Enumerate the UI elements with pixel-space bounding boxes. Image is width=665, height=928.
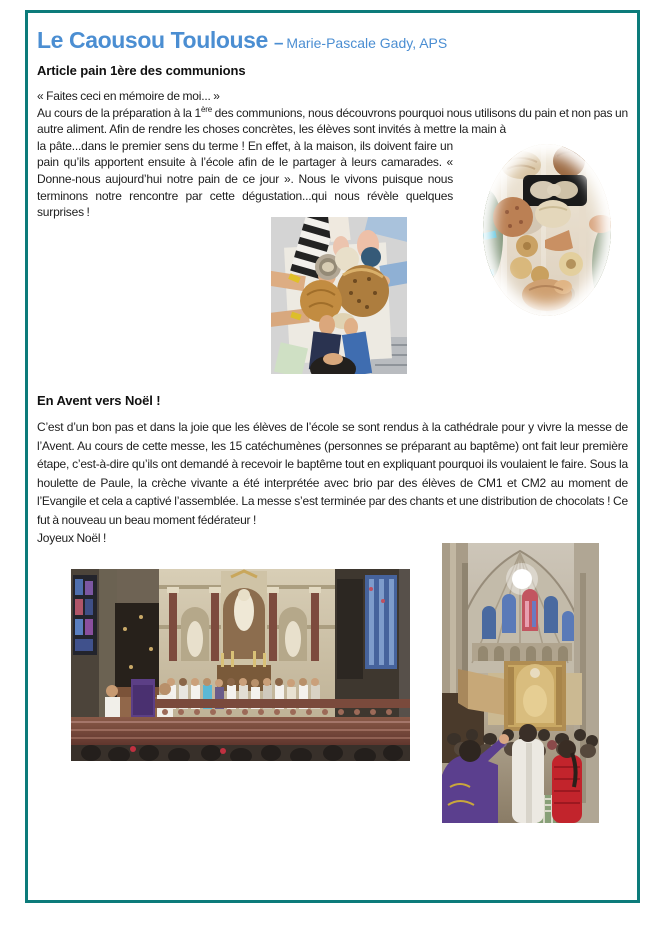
page-header bbox=[37, 27, 447, 54]
article1-body-rest: des communions, nous découvrons pourquoi nous utilisons du pain et non pas un autre aliment. Afin de rendre les choses concrètes, les élèves sont invités à mettre la main à la pâte...dans le premier sens du terme ! En effet, à la maison, ils doivent faire un pain qu’ils apportent ensuite à l’école afin de le partager à leurs camarades. « Donne-nous aujourd’hui notre pain de ce jour ». Nous le vivons puisque nous terminons notre rencontre par cette dégustation...qui nous révèle quelques surprises ! bbox=[37, 105, 628, 220]
breads-oval-photo bbox=[483, 144, 611, 316]
article1-paragraph bbox=[37, 88, 628, 221]
page-border-frame bbox=[25, 10, 640, 903]
title-separator: – bbox=[273, 33, 284, 52]
hands-bread-photo bbox=[271, 217, 407, 374]
article1-body-start: Au cours de la préparation à la 1 bbox=[37, 105, 201, 120]
cathedral-altar-illustration bbox=[71, 569, 410, 761]
breads-photo-illustration bbox=[483, 144, 611, 316]
article2-paragraph: C’est d’un bon pas et dans la joie que les élèves de l’école se sont rendus à la cathédrale pour y vivre la messe de l’Avent. Au cours de cette messe, les 15 catéchumènes (personnes se préparant au baptême) ont fait leur première étape, c’est-à-dire qu’ils ont demandé à recevoir le baptême tout en expliquant pourquoi ils voulaient le faire. Sous la houlette de Paule, la crèche vivante a été interprétée avec brio par des élèves de CM1 et CM2 au moment de l’Evangile et cela a captivé l’assemblée. La messe s’est terminée par des chants et une distribution de chocolats ! Ce fut à nouveau un beau moment fédérateur ! bbox=[37, 420, 628, 527]
cathedral-nave-illustration bbox=[442, 543, 599, 823]
article1-quote: « Faites ceci en mémoire de moi... » bbox=[37, 89, 220, 103]
article1-heading: Article pain 1ère des communions bbox=[37, 63, 246, 78]
article2-heading: En Avent vers Noël ! bbox=[37, 393, 161, 408]
cathedral-altar-photo bbox=[71, 569, 410, 761]
hands-photo-illustration bbox=[271, 217, 407, 374]
author-name: Marie-Pascale Gady, APS bbox=[286, 35, 448, 51]
page-title: Le Caousou Toulouse bbox=[37, 27, 268, 53]
section-advent-article bbox=[37, 393, 628, 548]
article1-superscript: ère bbox=[200, 104, 212, 114]
article2-closing: Joyeux Noël ! bbox=[37, 531, 107, 545]
cathedral-nave-photo bbox=[442, 543, 599, 823]
